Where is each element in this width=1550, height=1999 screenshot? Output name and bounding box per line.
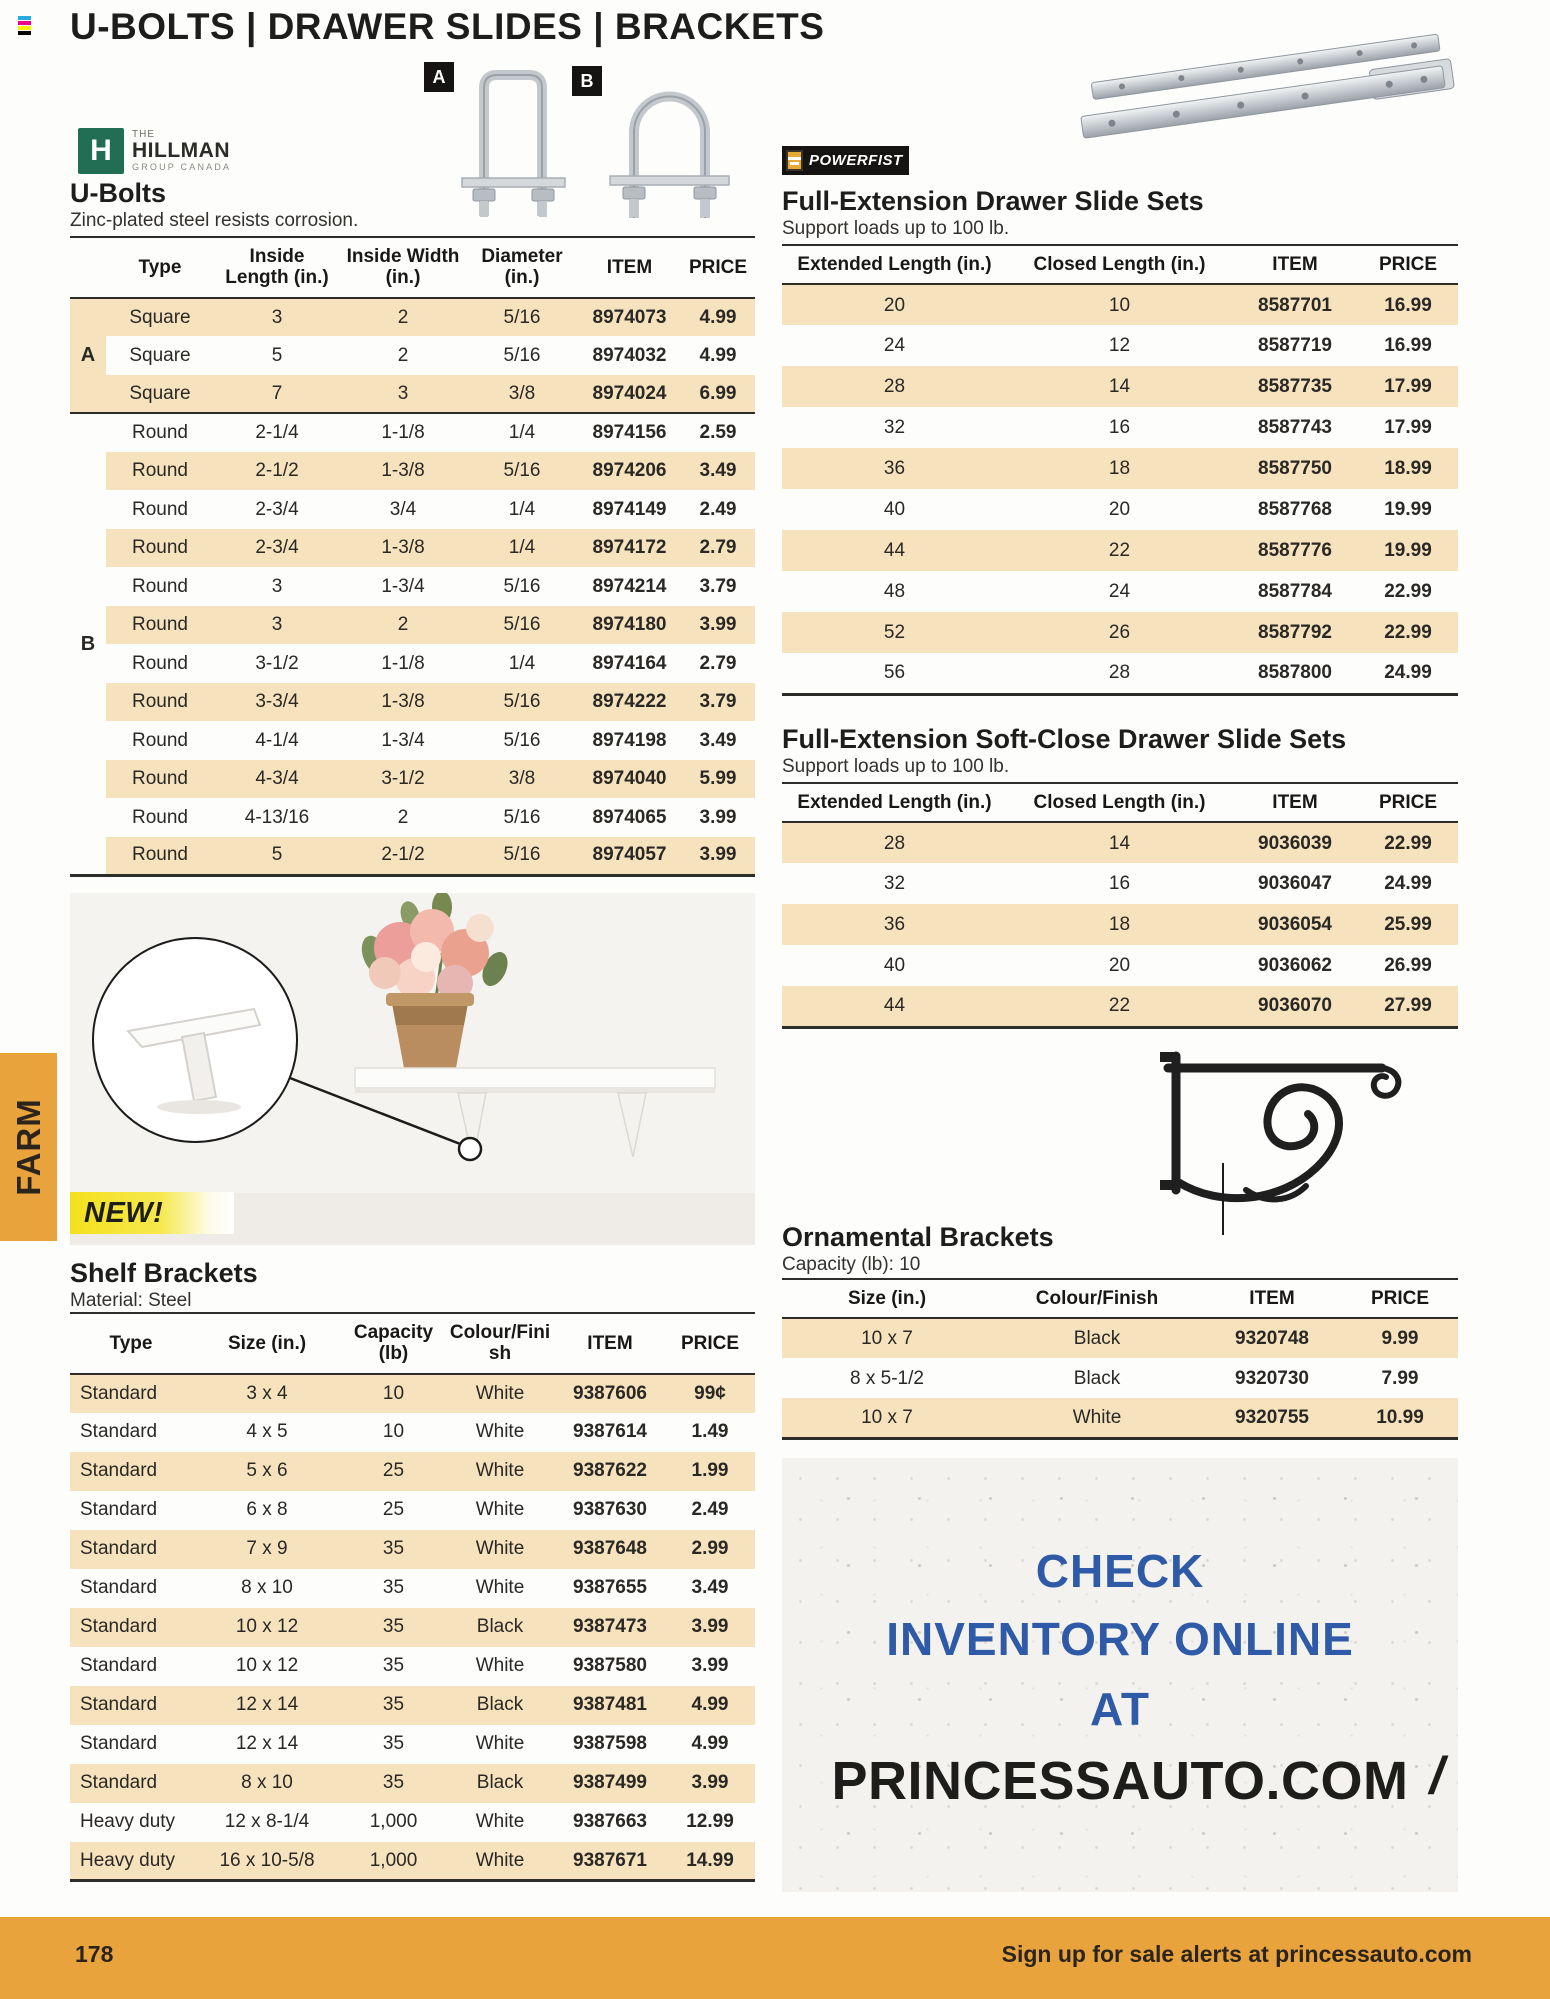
table-row: Standard 12 x 14 35 Black 9387481 4.99 [70, 1686, 755, 1725]
column-header: Extended Length (in.) [797, 254, 992, 275]
promo-slash: / [1429, 1747, 1444, 1805]
table-row: Standard 10 x 12 35 White 9387580 3.99 [80, 1655, 729, 1677]
column-header: Diameter (in.) [481, 246, 563, 289]
ubolts-heading: U-Bolts [70, 178, 166, 208]
page-number: 178 [75, 1941, 114, 1967]
softclose-table [782, 782, 1458, 1029]
promo-line-1: CHECK [1035, 1545, 1205, 1597]
table-row: 48 24 8587784 22.99 [883, 581, 1432, 603]
table-row: Standard 5 x 6 25 White 9387622 1.99 [70, 1452, 755, 1491]
farm-section-tab [0, 1053, 57, 1241]
promo-line-2: INVENTORY ONLINE [886, 1613, 1354, 1665]
column-header: Inside Length (in.) [225, 246, 329, 289]
ubolts-subheading: Zinc-plated steel resists corrosion. [70, 210, 359, 231]
hillman-logo [78, 128, 231, 174]
table-row: 36 18 9036054 25.99 [782, 904, 1458, 945]
column-header: ITEM [1249, 1288, 1295, 1309]
column-header: ITEM [1272, 792, 1318, 813]
column-header-group [70, 237, 106, 298]
ubolts-table [70, 236, 755, 877]
column-header: Size (in.) [227, 1332, 307, 1354]
table-row: Round 3 1-3/4 5/16 8974214 3.79 [132, 575, 737, 597]
table-row: Round 4-13/16 2 5/16 8974065 3.99 [132, 806, 737, 828]
slides-heading: Full-Extension Drawer Slide Sets [782, 186, 1204, 216]
table-row: 28 14 8587735 17.99 [782, 366, 1458, 407]
column-header: Extended Length (in.) [797, 792, 992, 813]
new-badge: NEW! [70, 1192, 234, 1234]
slides-table [782, 244, 1458, 696]
column-header: Closed Length (in.) [1033, 792, 1206, 813]
table-row: 40 20 9036062 26.99 [883, 955, 1432, 977]
column-header: ITEM [587, 1332, 633, 1354]
table-row: Round 4-1/4 1-3/4 5/16 8974198 3.49 [132, 729, 737, 751]
table-row: Round 3-3/4 1-3/8 5/16 8974222 3.79 [70, 683, 755, 722]
column-header: ITEM [606, 256, 653, 278]
ornamental-heading: Ornamental Brackets [782, 1222, 1054, 1252]
column-header: Closed Length (in.) [1033, 254, 1206, 275]
column-header: ITEM [1272, 254, 1318, 275]
table-row: Square 7 3 3/8 8974024 6.99 [70, 375, 755, 414]
shelf-brackets-subheading: Material: Steel [70, 1290, 192, 1311]
hillman-logo-icon: H [78, 128, 124, 174]
table-row: Standard 7 x 9 35 White 9387648 2.99 [70, 1530, 755, 1569]
table-row: Heavy duty 12 x 8-1/4 1,000 White 9387663 12.99 [80, 1811, 734, 1833]
footer-signup-text: Sign up for sale alerts at princessauto.com [1001, 1941, 1472, 1967]
table-row: Standard 8 x 10 35 Black 9387499 3.99 [70, 1764, 755, 1803]
ornamental-subheading: Capacity (lb): 10 [782, 1254, 921, 1275]
powerfist-name: POWERFIST [809, 152, 903, 169]
table-row: Round 2-1/2 1-3/8 5/16 8974206 3.49 [70, 452, 755, 491]
column-header: Inside Width (in.) [346, 246, 460, 289]
hillman-name: HILLMAN [132, 139, 230, 162]
table-row: Standard 6 x 8 25 White 9387630 2.49 [80, 1499, 729, 1521]
table-row: 32 16 9036047 24.99 [883, 873, 1432, 895]
hillman-the: THE [132, 129, 155, 140]
table-row: 44 22 8587776 19.99 [782, 530, 1458, 571]
table-row: Standard 3 x 4 10 White 9387606 99¢ [70, 1374, 755, 1413]
table-row: Round 5 2-1/2 5/16 8974057 3.99 [70, 837, 755, 876]
table-row: Round 3-1/2 1-1/8 1/4 8974164 2.79 [132, 652, 737, 674]
column-header: Size (in.) [847, 1288, 927, 1309]
page-title: U-BOLTS | DRAWER SLIDES | BRACKETS [70, 6, 825, 47]
column-header: PRICE [680, 1332, 740, 1354]
ornamental-bracket-image [1150, 1040, 1430, 1220]
table-row: Standard 8 x 10 35 White 9387655 3.49 [80, 1577, 729, 1599]
promo-panel [782, 1458, 1458, 1892]
column-header: Capacity (lb) [353, 1322, 434, 1365]
table-row: Round 4-3/4 3-1/2 3/8 8974040 5.99 [70, 760, 755, 799]
table-row: 20 10 8587701 16.99 [782, 284, 1458, 325]
table-row: 40 20 8587768 19.99 [883, 499, 1432, 521]
column-header: PRICE [1370, 1288, 1430, 1309]
table-row: 24 12 8587719 16.99 [883, 335, 1432, 357]
product-label-a: A [424, 62, 454, 92]
column-header: Colour/Finish [1035, 1288, 1159, 1309]
table-row: B Round 2-1/4 1-1/8 1/4 8974156 2.59 [70, 413, 755, 452]
table-row: Heavy duty 16 x 10-5/8 1,000 White 9387671 14.99 [70, 1842, 755, 1881]
table-row: 10 x 7 White 9320755 10.99 [782, 1398, 1458, 1438]
softclose-heading: Full-Extension Soft-Close Drawer Slide Sets [782, 724, 1347, 754]
column-header: Type [138, 256, 182, 278]
hillman-sub: GROUP CANADA [132, 162, 232, 172]
softclose-subheading: Support loads up to 100 lb. [782, 756, 1010, 777]
ornamental-pointer-line [1222, 1163, 1224, 1235]
table-row: A Square 3 2 5/16 8974073 4.99 [70, 298, 755, 337]
table-row: Standard 4 x 5 10 White 9387614 1.49 [80, 1421, 729, 1443]
table-row: Square 5 2 5/16 8974032 4.99 [129, 344, 737, 366]
column-header: Colour/Finish [449, 1322, 551, 1365]
shelf-brackets-heading: Shelf Brackets [70, 1258, 258, 1288]
table-row: 36 18 8587750 18.99 [782, 448, 1458, 489]
table-row: 28 14 9036039 22.99 [782, 822, 1458, 863]
column-header: PRICE [688, 256, 748, 278]
ornamental-table [782, 1278, 1458, 1440]
table-row: 56 28 8587800 24.99 [883, 662, 1432, 684]
table-row: 32 16 8587743 17.99 [883, 417, 1432, 439]
promo-url: PRINCESSAUTO.COM [831, 1751, 1409, 1811]
ubolt-square-image [456, 52, 568, 232]
table-row: 8 x 5-1/2 Black 9320730 7.99 [850, 1367, 1419, 1389]
bracket-inset-circle [92, 937, 298, 1143]
table-row: Standard 12 x 14 35 White 9387598 4.99 [80, 1733, 729, 1755]
table-row: 10 x 7 Black 9320748 9.99 [782, 1318, 1458, 1358]
shelf-brackets-table [70, 1312, 755, 1882]
drawer-slides-image [1080, 28, 1460, 168]
table-row: 44 22 9036070 27.99 [782, 986, 1458, 1027]
table-row: Round 3 2 5/16 8974180 3.99 [70, 606, 755, 645]
ubolt-round-image [602, 58, 738, 236]
product-label-b: B [572, 66, 602, 96]
table-row: Round 2-3/4 1-3/8 1/4 8974172 2.79 [70, 529, 755, 568]
powerfist-fist-icon [786, 150, 803, 171]
print-registration-icon [18, 16, 31, 36]
white-bracket-image [94, 939, 295, 1140]
column-header: Type [109, 1332, 153, 1354]
farm-tab-label: FARM [9, 1098, 47, 1196]
table-row: Standard 10 x 12 35 Black 9387473 3.99 [70, 1608, 755, 1647]
table-row: 52 26 8587792 22.99 [782, 612, 1458, 653]
table-row: Round 2-3/4 3/4 1/4 8974149 2.49 [132, 498, 737, 520]
slides-subheading: Support loads up to 100 lb. [782, 218, 1010, 239]
promo-line-3: AT [1090, 1683, 1150, 1735]
column-header: PRICE [1378, 254, 1438, 275]
page-footer [0, 1917, 1550, 1999]
powerfist-logo [782, 146, 909, 175]
column-header: PRICE [1378, 792, 1438, 813]
